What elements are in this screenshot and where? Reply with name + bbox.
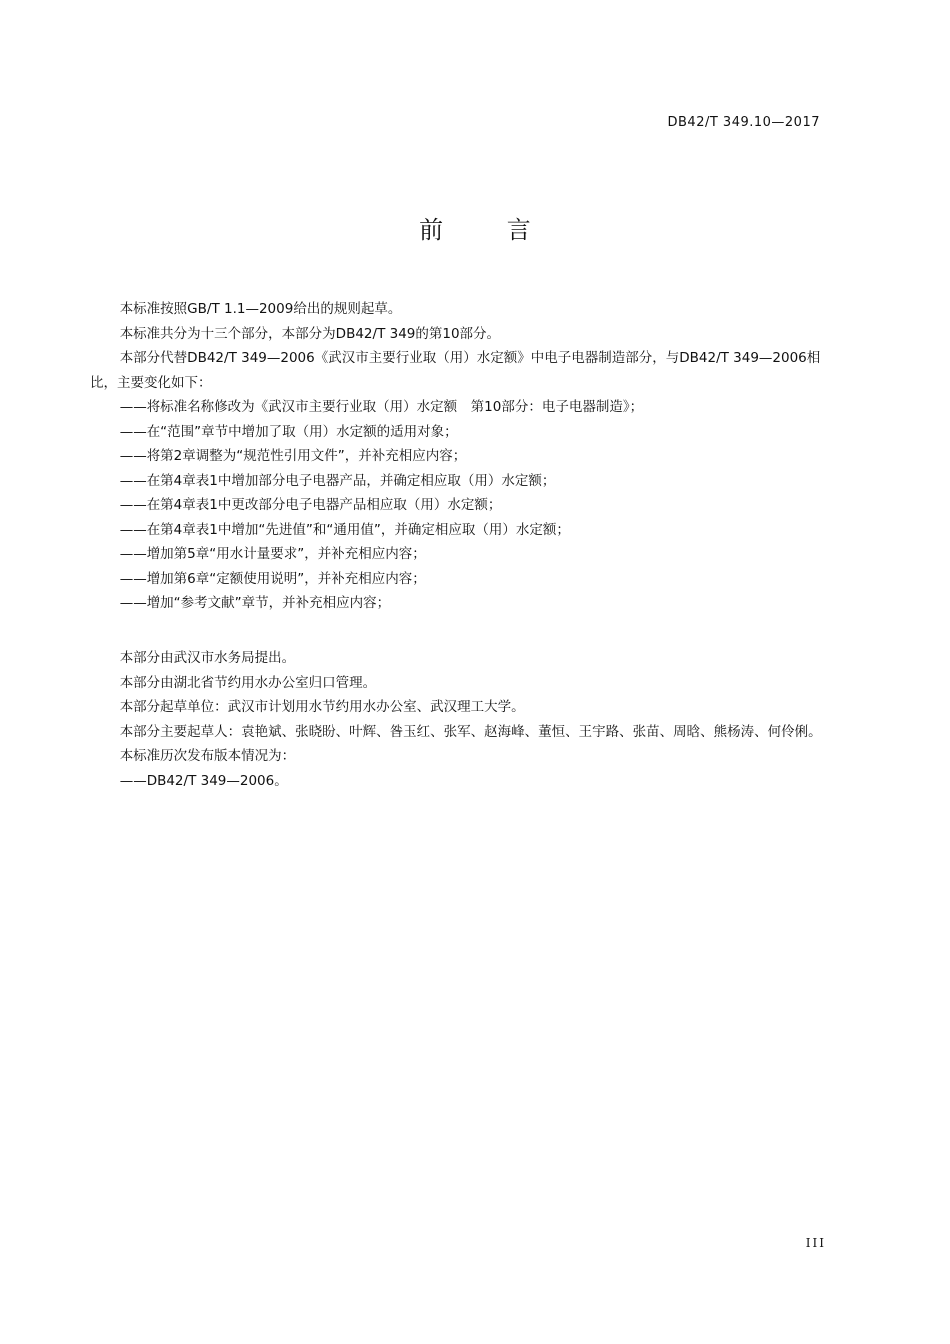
change-item: ——增加第5章“用水计量要求”，并补充相应内容；	[119, 546, 426, 562]
change-item: ——增加第6章“定额使用说明”，并补充相应内容；	[119, 570, 426, 587]
foreword-section-1	[90, 297, 838, 616]
change-item: ——在第4章表1中增加部分电子电器产品，并确定相应取（用）水定额；	[119, 472, 556, 489]
paragraph-proposer: 本部分由武汉市水务局提出。	[119, 650, 296, 666]
paragraph-drafters: 本部分主要起草人：袁艳斌、张晓盼、叶辉、昝玉红、张军、赵海峰、董恒、王宇路、张苗、周晗、熊杨涛、何伶俐。	[119, 723, 822, 740]
foreword-section-2	[90, 646, 838, 793]
change-item: ——在第4章表1中更改部分电子电器产品相应取（用）水定额；	[119, 497, 502, 513]
change-item: ——在第4章表1中增加“先进值”和“通用值”，并确定相应取（用）水定额；	[119, 521, 570, 538]
paragraph-administration: 本部分由湖北省节约用水办公室归口管理。	[119, 674, 377, 691]
change-item: ——将第2章调整为“规范性引用文件”，并补充相应内容；	[119, 448, 467, 464]
paragraph-drafting-rules: 本标准按照GB/T 1.1—2009给出的规则起草。	[119, 301, 402, 317]
change-item: ——在“范围”章节中增加了取（用）水定额的适用对象；	[119, 423, 458, 440]
paragraph-history-intro: 本标准历次发布版本情况为：	[119, 748, 296, 764]
page-title: 前 言	[419, 216, 559, 244]
paragraph-replacement: 本部分代替DB42/T 349—2006《武汉市主要行业取（用）水定额》中电子电器制造部分，与DB42/T 349—2006相比，主要变化如下：	[90, 350, 821, 391]
paragraph-drafting-units: 本部分起草单位：武汉市计划用水节约用水办公室、武汉理工大学。	[119, 699, 525, 715]
change-item: ——增加“参考文献”章节，并补充相应内容；	[119, 595, 391, 611]
standard-code: DB42/T 349.10—2017	[667, 115, 820, 130]
paragraph-parts: 本标准共分为十三个部分，本部分为DB42/T 349的第10部分。	[119, 325, 501, 342]
history-item: ——DB42/T 349—2006。	[119, 772, 288, 789]
change-item: ——将标准名称修改为《武汉市主要行业取（用）水定额 第10部分：电子电器制造》；	[119, 399, 644, 415]
page-number: III	[805, 1236, 826, 1250]
